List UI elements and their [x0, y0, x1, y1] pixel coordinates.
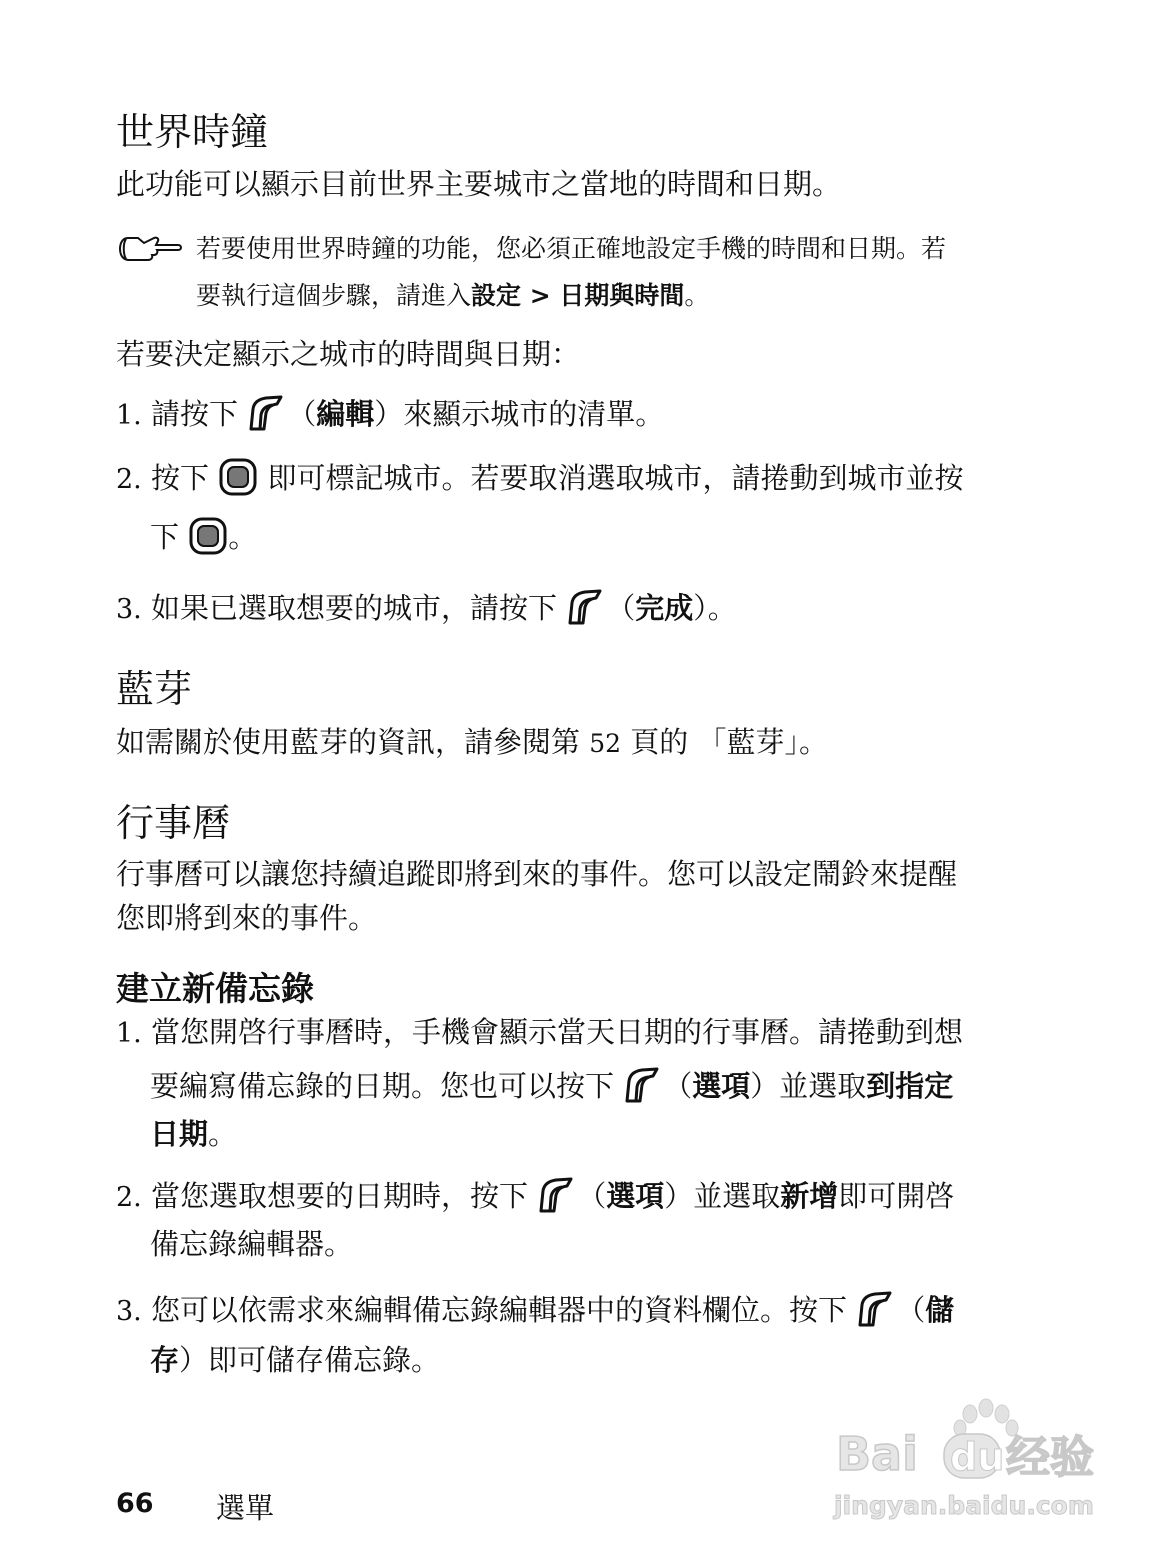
step-end: 。 — [228, 520, 258, 554]
step-bold-label: 編輯 — [316, 397, 375, 431]
paren: （ — [577, 1179, 607, 1213]
text: 頁的 「藍芽」。 — [630, 725, 828, 759]
bluetooth-description — [116, 725, 828, 759]
left-softkey-icon — [623, 1065, 663, 1105]
step-number: 2. — [116, 1182, 142, 1213]
step-text: ）即可儲存備忘錄。 — [179, 1343, 441, 1377]
paren: （ — [896, 1293, 926, 1327]
heading-bluetooth: 藍芽 — [116, 667, 193, 711]
step-bold-label: 到指定 — [866, 1069, 954, 1103]
baidu-watermark-logo — [830, 1390, 1110, 1530]
step-text: 如果已選取想要的城市，請按下 — [150, 591, 557, 625]
note-setting: 設定 — [471, 281, 522, 310]
step-number: 1. — [116, 400, 142, 431]
step-bold-label: 完成 — [635, 591, 694, 625]
left-softkey-icon — [247, 393, 287, 433]
step-text: 即可標記城市。若要取消選取城市，請捲動到城市並按 — [267, 461, 964, 495]
calendar-description-2: 您即將到來的事件。 — [116, 901, 378, 935]
step-number: 2. — [116, 464, 142, 495]
watermark-brand-du: du — [950, 1435, 1005, 1479]
heading-calendar: 行事曆 — [116, 801, 231, 845]
footer-section-title: 選單 — [216, 1491, 275, 1525]
calendar-step-2 — [116, 1178, 954, 1218]
world-clock-step-2 — [116, 460, 963, 500]
step-text: 當您選取想要的日期時，按下 — [150, 1179, 528, 1213]
step-text: 您可以依需求來編輯備忘錄編輯器中的資料欄位。按下 — [150, 1293, 847, 1327]
calendar-step-3-cont — [150, 1343, 441, 1377]
world-clock-step-3 — [116, 590, 737, 630]
calendar-step-1-cont-2 — [150, 1117, 238, 1151]
step-text: ）來顯示城市的清單。 — [374, 397, 665, 431]
step-number: 3. — [116, 594, 142, 625]
pointing-hand-icon — [118, 234, 184, 264]
page-number: 66 — [116, 1488, 154, 1519]
calendar-step-1 — [116, 1015, 963, 1049]
step-bold-label: 存 — [150, 1343, 180, 1377]
step-text: 當您開啓行事曆時，手機會顯示當天日期的行事曆。請捲動到想 — [150, 1015, 963, 1049]
step-bold-label: 儲 — [925, 1293, 955, 1327]
note-datetime: 日期與時間 — [559, 281, 685, 310]
step-text: 按下 — [150, 461, 209, 495]
step-text: ）並選取 — [750, 1069, 867, 1103]
step-bold-label: 選項 — [692, 1069, 751, 1103]
world-clock-step-2-cont — [150, 519, 257, 559]
step-text: 要編寫備忘錄的日期。您也可以按下 — [150, 1069, 615, 1103]
step-text: ）。 — [693, 591, 737, 625]
note-end: 。 — [684, 281, 710, 310]
step-number: 3. — [116, 1296, 142, 1327]
heading-world-clock: 世界時鐘 — [116, 110, 269, 154]
step-number: 1. — [116, 1018, 142, 1049]
world-clock-description: 此功能可以顯示目前世界主要城市之當地的時間和日期。 — [116, 167, 842, 201]
subheading-new-memo: 建立新備忘錄 — [116, 969, 314, 1008]
world-clock-step-1 — [116, 396, 664, 436]
left-softkey-icon — [566, 587, 606, 627]
calendar-step-2-cont: 備忘錄編輯器。 — [150, 1227, 354, 1261]
paren: （ — [606, 591, 636, 625]
step-text: ）並選取 — [664, 1179, 781, 1213]
ok-key-icon — [188, 516, 228, 556]
note-sep: > — [521, 281, 560, 310]
step-bold-label: 日期 — [150, 1117, 209, 1151]
paren: （ — [663, 1069, 693, 1103]
watermark-url: jingyan.baidu.com — [834, 1491, 1094, 1520]
calendar-description-1: 行事曆可以讓您持續追蹤即將到來的事件。您可以設定鬧鈴來提醒 — [116, 857, 958, 891]
note-text: 要執行這個步驟，請進入 — [196, 281, 472, 310]
ok-key-icon — [218, 457, 258, 497]
page-reference: 52 — [589, 729, 622, 758]
step-text: 請按下 — [150, 397, 238, 431]
note-line-2 — [196, 283, 709, 308]
left-softkey-icon — [537, 1175, 577, 1215]
calendar-step-1-cont — [150, 1068, 953, 1108]
step-bold-label: 新增 — [780, 1179, 839, 1213]
calendar-step-3 — [116, 1292, 954, 1332]
paren: （ — [287, 397, 317, 431]
step-text: 即可開啓 — [838, 1179, 955, 1213]
step-end: 。 — [208, 1117, 238, 1151]
step-text: 下 — [150, 520, 180, 554]
world-clock-intro: 若要決定顯示之城市的時間與日期： — [116, 337, 581, 371]
left-softkey-icon — [856, 1289, 896, 1329]
watermark-brand: Bai — [836, 1427, 918, 1481]
text: 如需關於使用藍芽的資訊，請參閱第 — [116, 725, 581, 759]
watermark-cn: 经验 — [1006, 1432, 1094, 1483]
note-line-1: 若要使用世界時鐘的功能，您必須正確地設定手機的時間和日期。若 — [196, 234, 947, 263]
step-bold-label: 選項 — [606, 1179, 665, 1213]
